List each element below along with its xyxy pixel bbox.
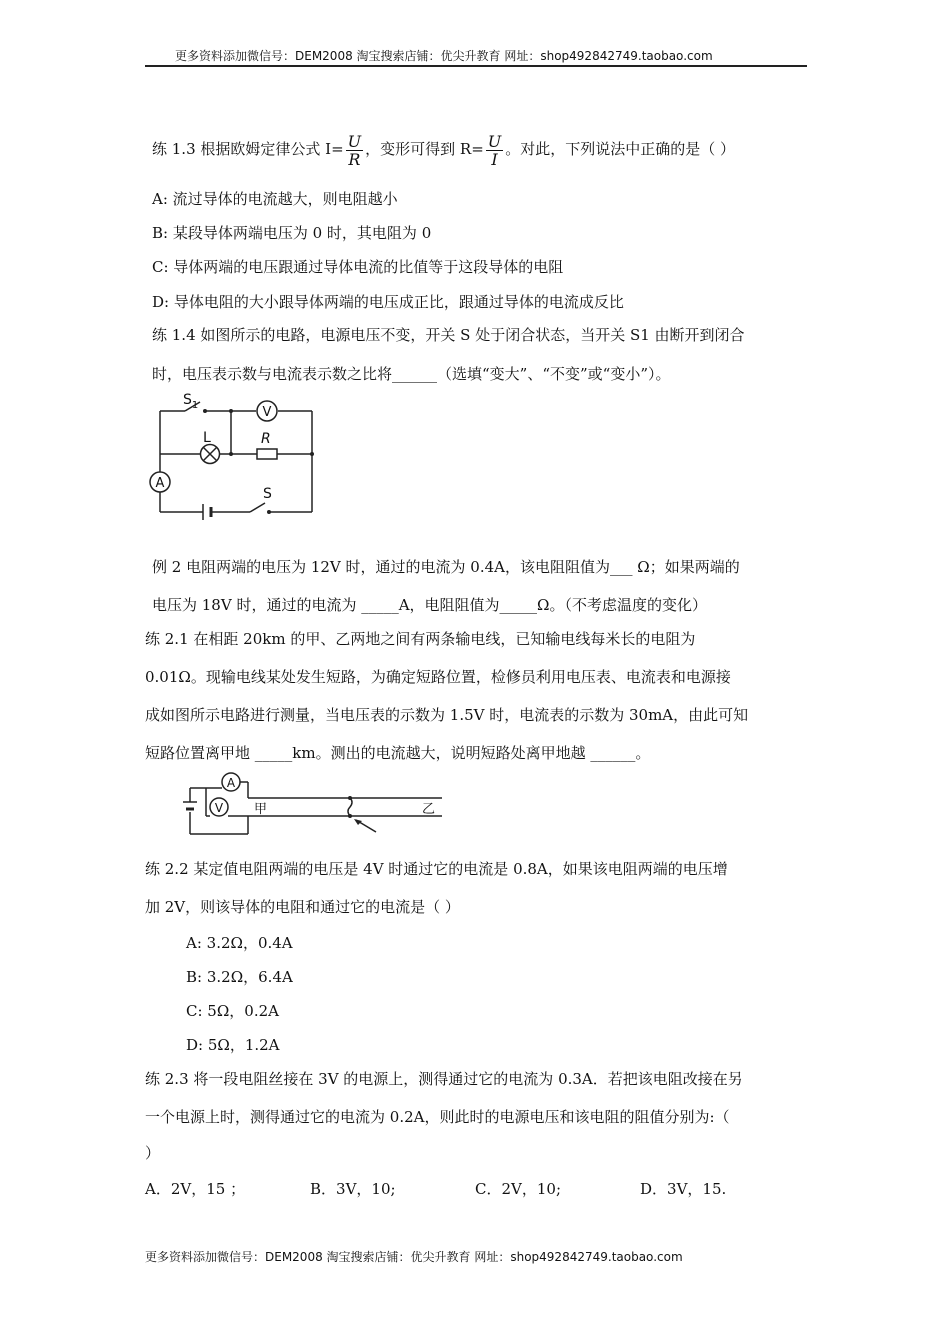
svg-text:A: A [155,476,165,491]
q13-stem [152,131,735,168]
q22-line1: 练 2.2 某定值电阻两端的电压是 4V 时通过它的电流是 0.8A，如果该电阻两端的电压增 [145,860,728,878]
location-yi-label: 乙 [422,802,436,817]
ammeter-icon [222,773,240,791]
q13-option-a: A: 流过导体的电流越大，则电阻越小 [152,190,398,208]
voltmeter-icon [210,798,228,816]
svg-text:A: A [226,776,236,790]
q23-line3: ） [145,1144,161,1162]
ammeter-icon [150,472,170,492]
q22-option-a: A: 3.2Ω，0.4A [186,934,293,952]
q21-line3: 成如图所示电路进行测量，当电压表的示数为 1.5V 时，电流表的示数为 30mA，由此可知 [145,706,749,724]
ex2-line2: 电压为 18V 时，通过的电流为 _____A，电阻阻值为_____Ω。（不考虑温度的变化） [152,596,707,614]
circuit-diagram-1 [145,388,325,523]
lamp-label: L [203,430,211,446]
q21-line2: 0.01Ω。现输电线某处发生短路，为确定短路位置，检修员利用电压表、电流表和电源接 [145,668,731,686]
switch-s1-label: $S_1$ [183,392,199,411]
q23-line1: 练 2.3 将一段电阻丝接在 3V 的电源上，测得通过它的电流为 0.3A．若把该电阻改接在另 [145,1070,743,1088]
resistor-label: R [261,431,271,447]
q23-option-c: C．2V，10; [475,1180,561,1198]
switch-s-label: S [263,486,272,502]
svg-text:V: V [214,801,224,815]
q13-stem-a: 练 1.3 根据欧姆定律公式 I= [152,140,344,158]
ex2-line1: 例 2 电阻两端的电压为 12V 时，通过的电流为 0.4A，该电阻阻值为___ Ω；如果两端的 [152,558,740,576]
formula-r-fraction: $\frac{U}{I}$ [487,131,502,169]
q21-line1: 练 2.1 在相距 20km 的甲、乙两地之间有两条输电线，已知输电线每米长的电阻为 [145,630,696,648]
svg-text:V: V [262,405,272,420]
q22-option-c: C: 5Ω，0.2A [186,1002,279,1020]
location-jia-label: 甲 [254,802,268,817]
q22-line2: 加 2V，则该导体的电阻和通过它的电流是（ ） [145,898,460,916]
q22-option-b: B: 3.2Ω，6.4A [186,968,293,986]
circuit-diagram-2 [180,768,450,840]
q14-line2: 时，电压表示数与电流表示数之比将______（选填“变大”、“不变”或“变小”）。 [152,365,671,383]
page-footer: 更多资料添加微信号：DEM2008 淘宝搜索店铺：优尖升教育 网址：shop492842749.taobao.com [145,1250,683,1264]
lamp-icon [201,445,220,464]
page-header: 更多资料添加微信号：DEM2008 淘宝搜索店铺：优尖升教育 网址：shop492842749.taobao.com [175,49,713,63]
q13-option-c: C: 导体两端的电压跟通过导体电流的比值等于这段导体的电阻 [152,258,564,276]
q22-option-d: D: 5Ω，1.2A [186,1036,280,1054]
q23-option-a: A．2V，15 ； [145,1180,246,1198]
voltmeter-icon [257,401,277,421]
header-rule [145,65,807,67]
q14-line1: 练 1.4 如图所示的电路，电源电压不变，开关 S 处于闭合状态，当开关 S1 由断开到闭合 [152,326,745,344]
formula-i-fraction: $\frac{U}{R}$ [347,131,362,169]
q23-option-b: B．3V，10; [310,1180,396,1198]
q13-stem-c: 。对此，下列说法中正确的是（ ） [505,140,736,158]
resistor-icon [257,449,277,459]
q13-option-b: B: 某段导体两端电压为 0 时，其电阻为 0 [152,224,432,242]
q13-stem-b: ，变形可得到 R= [365,140,484,158]
q23-line2: 一个电源上时，测得通过它的电流为 0.2A，则此时的电源电压和该电阻的阻值分别为:（ [145,1108,730,1126]
q13-option-d: D: 导体电阻的大小跟导体两端的电压成正比，跟通过导体的电流成反比 [152,293,624,311]
q23-option-d: D．3V，15. [640,1180,727,1198]
q21-line4: 短路位置离甲地 _____km。测出的电流越大，说明短路处离甲地越 ______。 [145,744,651,762]
battery-icon [203,504,211,520]
